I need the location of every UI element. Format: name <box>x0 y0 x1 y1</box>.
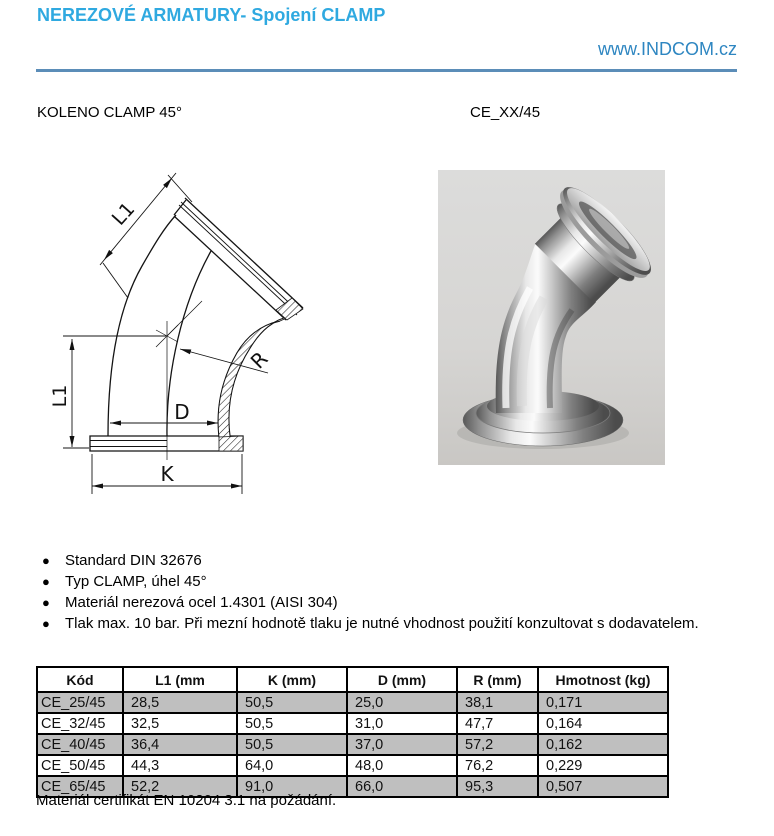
bullet-icon: ● <box>42 553 50 568</box>
column-header-r: R (mm) <box>457 667 538 692</box>
cell-k: 64,0 <box>237 755 347 776</box>
cell-k: 91,0 <box>237 776 347 797</box>
column-header-hmotnost: Hmotnost (kg) <box>538 667 668 692</box>
column-header-d: D (mm) <box>347 667 457 692</box>
cell-d: 48,0 <box>347 755 457 776</box>
spec-bullet-list <box>38 550 748 634</box>
cell-l1: 44,3 <box>123 755 237 776</box>
technical-drawing <box>30 163 350 511</box>
cell-weight: 0,162 <box>538 734 668 755</box>
cell-l1: 52,2 <box>123 776 237 797</box>
product-code: CE_XX/45 <box>470 104 541 121</box>
cell-weight: 0,164 <box>538 713 668 734</box>
cell-code: CE_32/45 <box>37 713 123 734</box>
section-hatching <box>218 298 303 451</box>
cell-code: CE_40/45 <box>37 734 123 755</box>
cell-r: 76,2 <box>457 755 538 776</box>
cell-r: 47,7 <box>457 713 538 734</box>
table-row <box>37 713 668 734</box>
table-row <box>37 734 668 755</box>
product-name: KOLENO CLAMP 45° <box>37 104 182 121</box>
cell-weight: 0,171 <box>538 692 668 713</box>
cell-k: 50,5 <box>237 713 347 734</box>
dimension-label-d: D <box>174 400 190 424</box>
cell-d: 31,0 <box>347 713 457 734</box>
cell-r: 95,3 <box>457 776 538 797</box>
column-header-l1: L1 (mm <box>123 667 237 692</box>
cell-d: 37,0 <box>347 734 457 755</box>
list-item <box>38 571 748 592</box>
certificate-note: Materiál certifikát EN 10204 3.1 na požádání. <box>36 792 337 809</box>
cell-r: 57,2 <box>457 734 538 755</box>
dimension-arrows <box>70 178 243 489</box>
cell-d: 25,0 <box>347 692 457 713</box>
bullet-icon: ● <box>42 574 50 589</box>
product-photo <box>438 170 665 465</box>
cell-code: CE_50/45 <box>37 755 123 776</box>
header-divider <box>36 69 737 72</box>
list-item <box>38 592 748 613</box>
cell-k: 50,5 <box>237 692 347 713</box>
dimension-label-r: R <box>245 346 273 374</box>
bullet-text: Materiál nerezová ocel 1.4301 (AISI 304) <box>65 594 338 611</box>
table-row <box>37 755 668 776</box>
dimension-label-k: K <box>160 462 174 486</box>
table-row <box>37 692 668 713</box>
cell-k: 50,5 <box>237 734 347 755</box>
column-header-kod: Kód <box>37 667 123 692</box>
page-title: NEREZOVÉ ARMATURY- Spojení CLAMP <box>37 5 386 25</box>
cell-r: 38,1 <box>457 692 538 713</box>
cell-code: CE_25/45 <box>37 692 123 713</box>
bullet-icon: ● <box>42 616 50 631</box>
bullet-text: Tlak max. 10 bar. Při mezní hodnotě tlaku je nutné vhodnost použití konzultovat s dodavatelem. <box>65 615 699 632</box>
column-header-k: K (mm) <box>237 667 347 692</box>
cell-weight: 0,229 <box>538 755 668 776</box>
dimension-label-l1-diagonal: L1 <box>107 198 140 230</box>
bullet-icon: ● <box>42 595 50 610</box>
website-link[interactable]: www.INDCOM.cz <box>598 39 737 59</box>
table-header-row <box>37 667 668 692</box>
cell-l1: 32,5 <box>123 713 237 734</box>
cell-d: 66,0 <box>347 776 457 797</box>
cell-code: CE_65/45 <box>37 776 123 797</box>
list-item <box>38 613 748 634</box>
cell-weight: 0,507 <box>538 776 668 797</box>
bullet-text: Typ CLAMP, úhel 45° <box>65 573 207 590</box>
cell-l1: 36,4 <box>123 734 237 755</box>
list-item <box>38 550 748 571</box>
dimension-label-l1-vertical: L1 <box>49 384 71 408</box>
dimensions-table <box>36 666 669 798</box>
cell-l1: 28,5 <box>123 692 237 713</box>
bullet-text: Standard DIN 32676 <box>65 552 202 569</box>
